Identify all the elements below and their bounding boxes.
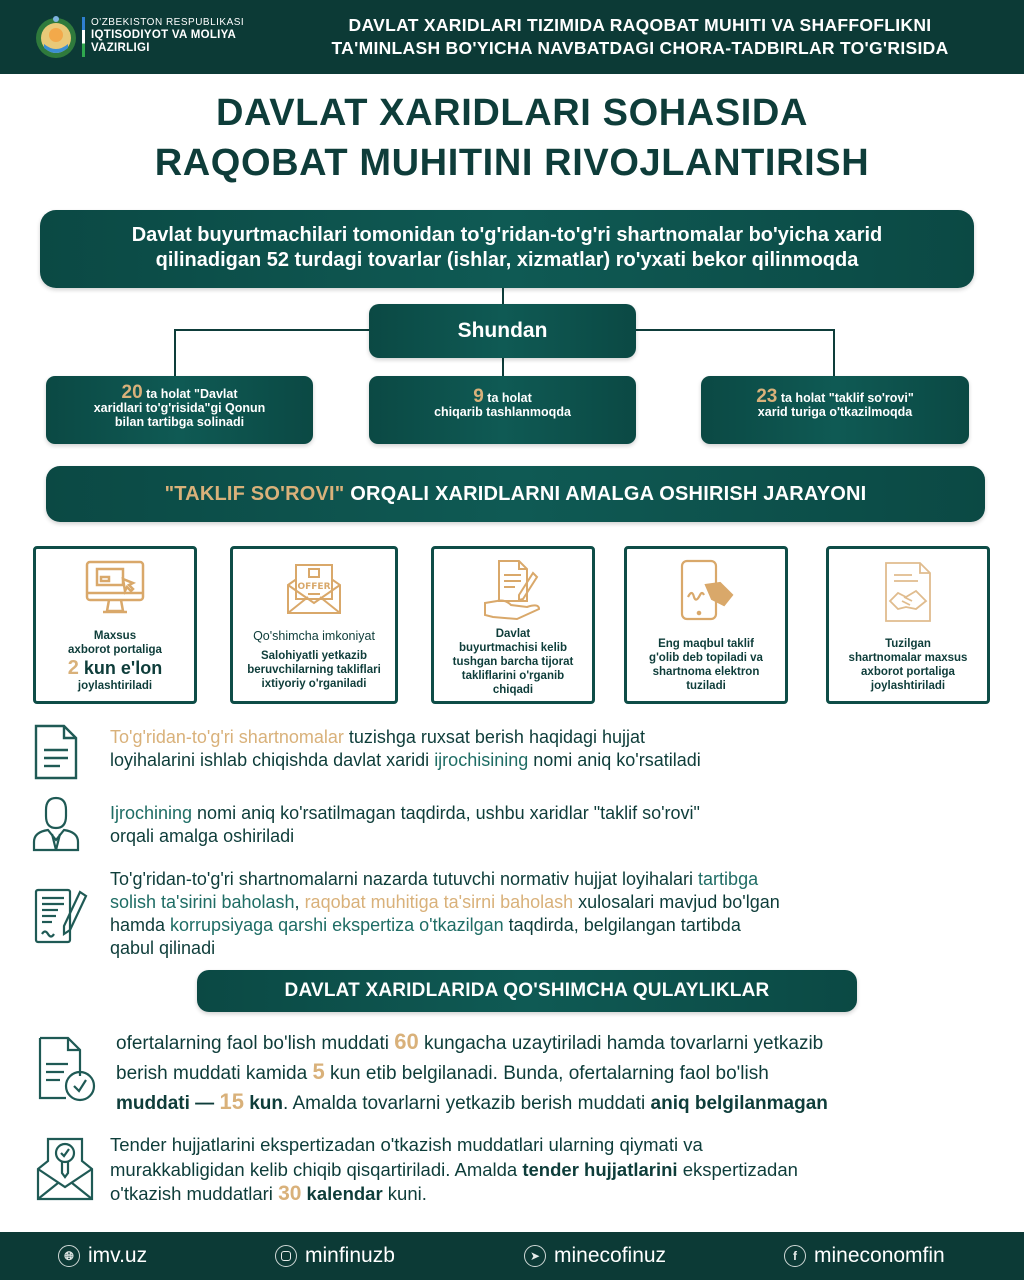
document-clock-icon: [38, 1036, 98, 1102]
globe-icon: 🌐︎: [58, 1245, 80, 1267]
extra-item-2: Tender hujjatlarini ekspertizadan o'tkazish muddatlari ularning qiymati va murakkabligidan kelib chiqib qisqartiriladi. Amalda tender hujjatlarini ekspertizadan o'tkazish muddatlari 30 kalendar kuni.: [30, 1133, 1000, 1213]
footer-link-telegram[interactable]: ➤ minecofinuz: [524, 1232, 666, 1280]
header-bar: [0, 0, 1024, 74]
process-step-1: Maxsus axborot portaliga 2 kun e'lon joylashtiriladi: [33, 546, 197, 704]
ministry-name: O'ZBEKISTON RESPUBLIKASI IQTISODIYOT VA MOLIYA VAZIRLIGI: [91, 17, 245, 54]
computer-monitor-icon: [83, 559, 147, 617]
connector-line: [502, 358, 504, 376]
hand-document-icon: [481, 557, 545, 623]
breakdown-box-23: 23 ta holat "taklif so'rovi" xarid turiga o'tkazilmoqda: [701, 376, 969, 444]
telegram-icon: ➤: [524, 1245, 546, 1267]
svg-text:OFFER: OFFER: [297, 582, 331, 592]
document-title: DAVLAT XARIDLARI TIZIMIDA RAQOBAT MUHITI VA SHAFFOFLIKNI TA'MINLASH BO'YICHA NAVBATDAGI CHORA-TADBIRLAR TO'G'RISIDA: [331, 15, 949, 58]
process-step-2: OFFER Qo'shimcha imkoniyat Salohiyatli yetkazib beruvchilarning takliflari ixtiyoriy o'rganiladi: [230, 546, 398, 704]
footer-link-website[interactable]: 🌐︎ imv.uz: [58, 1232, 147, 1280]
extras-heading: DAVLAT XARIDLARIDA QO'SHIMCHA QULAYLIKLAR: [197, 970, 857, 1012]
person-icon: [32, 796, 80, 852]
extra-item-1: ofertalarning faol bo'lish muddati 60 kungacha uzaytiriladi hamda tovarlarni yetkazib berish muddati kamida 5 kun etib belgilanadi. Bunda, ofertalarning faol bo'lish muddati — 15 kun. Amalda tovarlarni yetkazib berish muddati aniq belgilanmagan: [30, 1028, 1000, 1112]
connector-line: [833, 329, 835, 376]
summary-banner: Davlat buyurtmachilari tomonidan to'g'ridan-to'g'ri shartnomalar bo'yicha xarid qilinadigan 52 turdagi tovarlar (ishlar, xizmatlar) ro'yxati bekor qilinmoqda: [40, 210, 974, 288]
breakdown-box-20: 20 ta holat "Davlat xaridlari to'g'risida"gi Qonun bilan tartibga solinadi: [46, 376, 313, 444]
connector-line: [174, 329, 369, 331]
phone-signature-icon: [676, 559, 736, 623]
document-icon: [34, 724, 78, 780]
footer-bar: [0, 1232, 1024, 1280]
offer-envelope-icon: [284, 559, 344, 617]
process-step-5: Tuzilgan shartnomalar maxsus axborot portaliga joylashtiriladi: [826, 546, 990, 704]
shundan-box: Shundan: [369, 304, 636, 358]
rule-item-2: Ijrochining nomi aniq ko'rsatilmagan taqdirda, ushbu xaridlar "taklif so'rovi" orqali amalga oshiriladi: [30, 796, 1000, 856]
rule-item-3: To'g'ridan-to'g'ri shartnomalarni nazarda tutuvchi normativ hujjat loyihalari tartibga solish ta'sirini baholash, raqobat muhitiga ta'sirni baholash xulosalari mavjud bo'lgan hamda korrupsiyaga qarshi ekspertiza o'tkazilgan taqdirda, belgilangan tartibda qabul qilinadi: [30, 868, 1000, 960]
process-heading: "TAKLIF SO'ROVI" ORQALI XARIDLARNI AMALGA OSHIRISH JARAYONI: [46, 466, 985, 522]
envelope-certificate-icon: [36, 1135, 94, 1201]
process-step-4: Eng maqbul taklif g'olib deb topiladi va shartnoma elektron tuziladi: [624, 546, 788, 704]
instagram-icon: [275, 1245, 297, 1267]
uzbekistan-emblem-icon: [34, 14, 78, 60]
connector-line: [174, 329, 176, 376]
process-step-3: Davlat buyurtmachisi kelib tushgan barcha tijorat takliflarini o'rganib chiqadi: [431, 546, 595, 704]
flag-stripe: [82, 17, 85, 57]
breakdown-box-9: 9 ta holat chiqarib tashlanmoqda: [369, 376, 636, 444]
connector-line: [636, 329, 834, 331]
checklist-pen-icon: [34, 886, 88, 946]
connector-line: [502, 288, 504, 304]
page-title: DAVLAT XARIDLARI SOHASIDA RAQOBAT MUHITINI RIVOJLANTIRISH: [154, 92, 870, 184]
handshake-document-icon: [882, 561, 934, 623]
footer-link-instagram[interactable]: minfinuzb: [275, 1232, 395, 1280]
rule-item-1: To'g'ridan-to'g'ri shartnomalar tuzishga ruxsat berish haqidagi hujjat loyihalarini ishlab chiqishda davlat xaridi ijrochisining nomi aniq ko'rsatiladi: [30, 722, 1000, 782]
footer-link-facebook[interactable]: f mineconomfin: [784, 1232, 945, 1280]
facebook-icon: f: [784, 1245, 806, 1267]
